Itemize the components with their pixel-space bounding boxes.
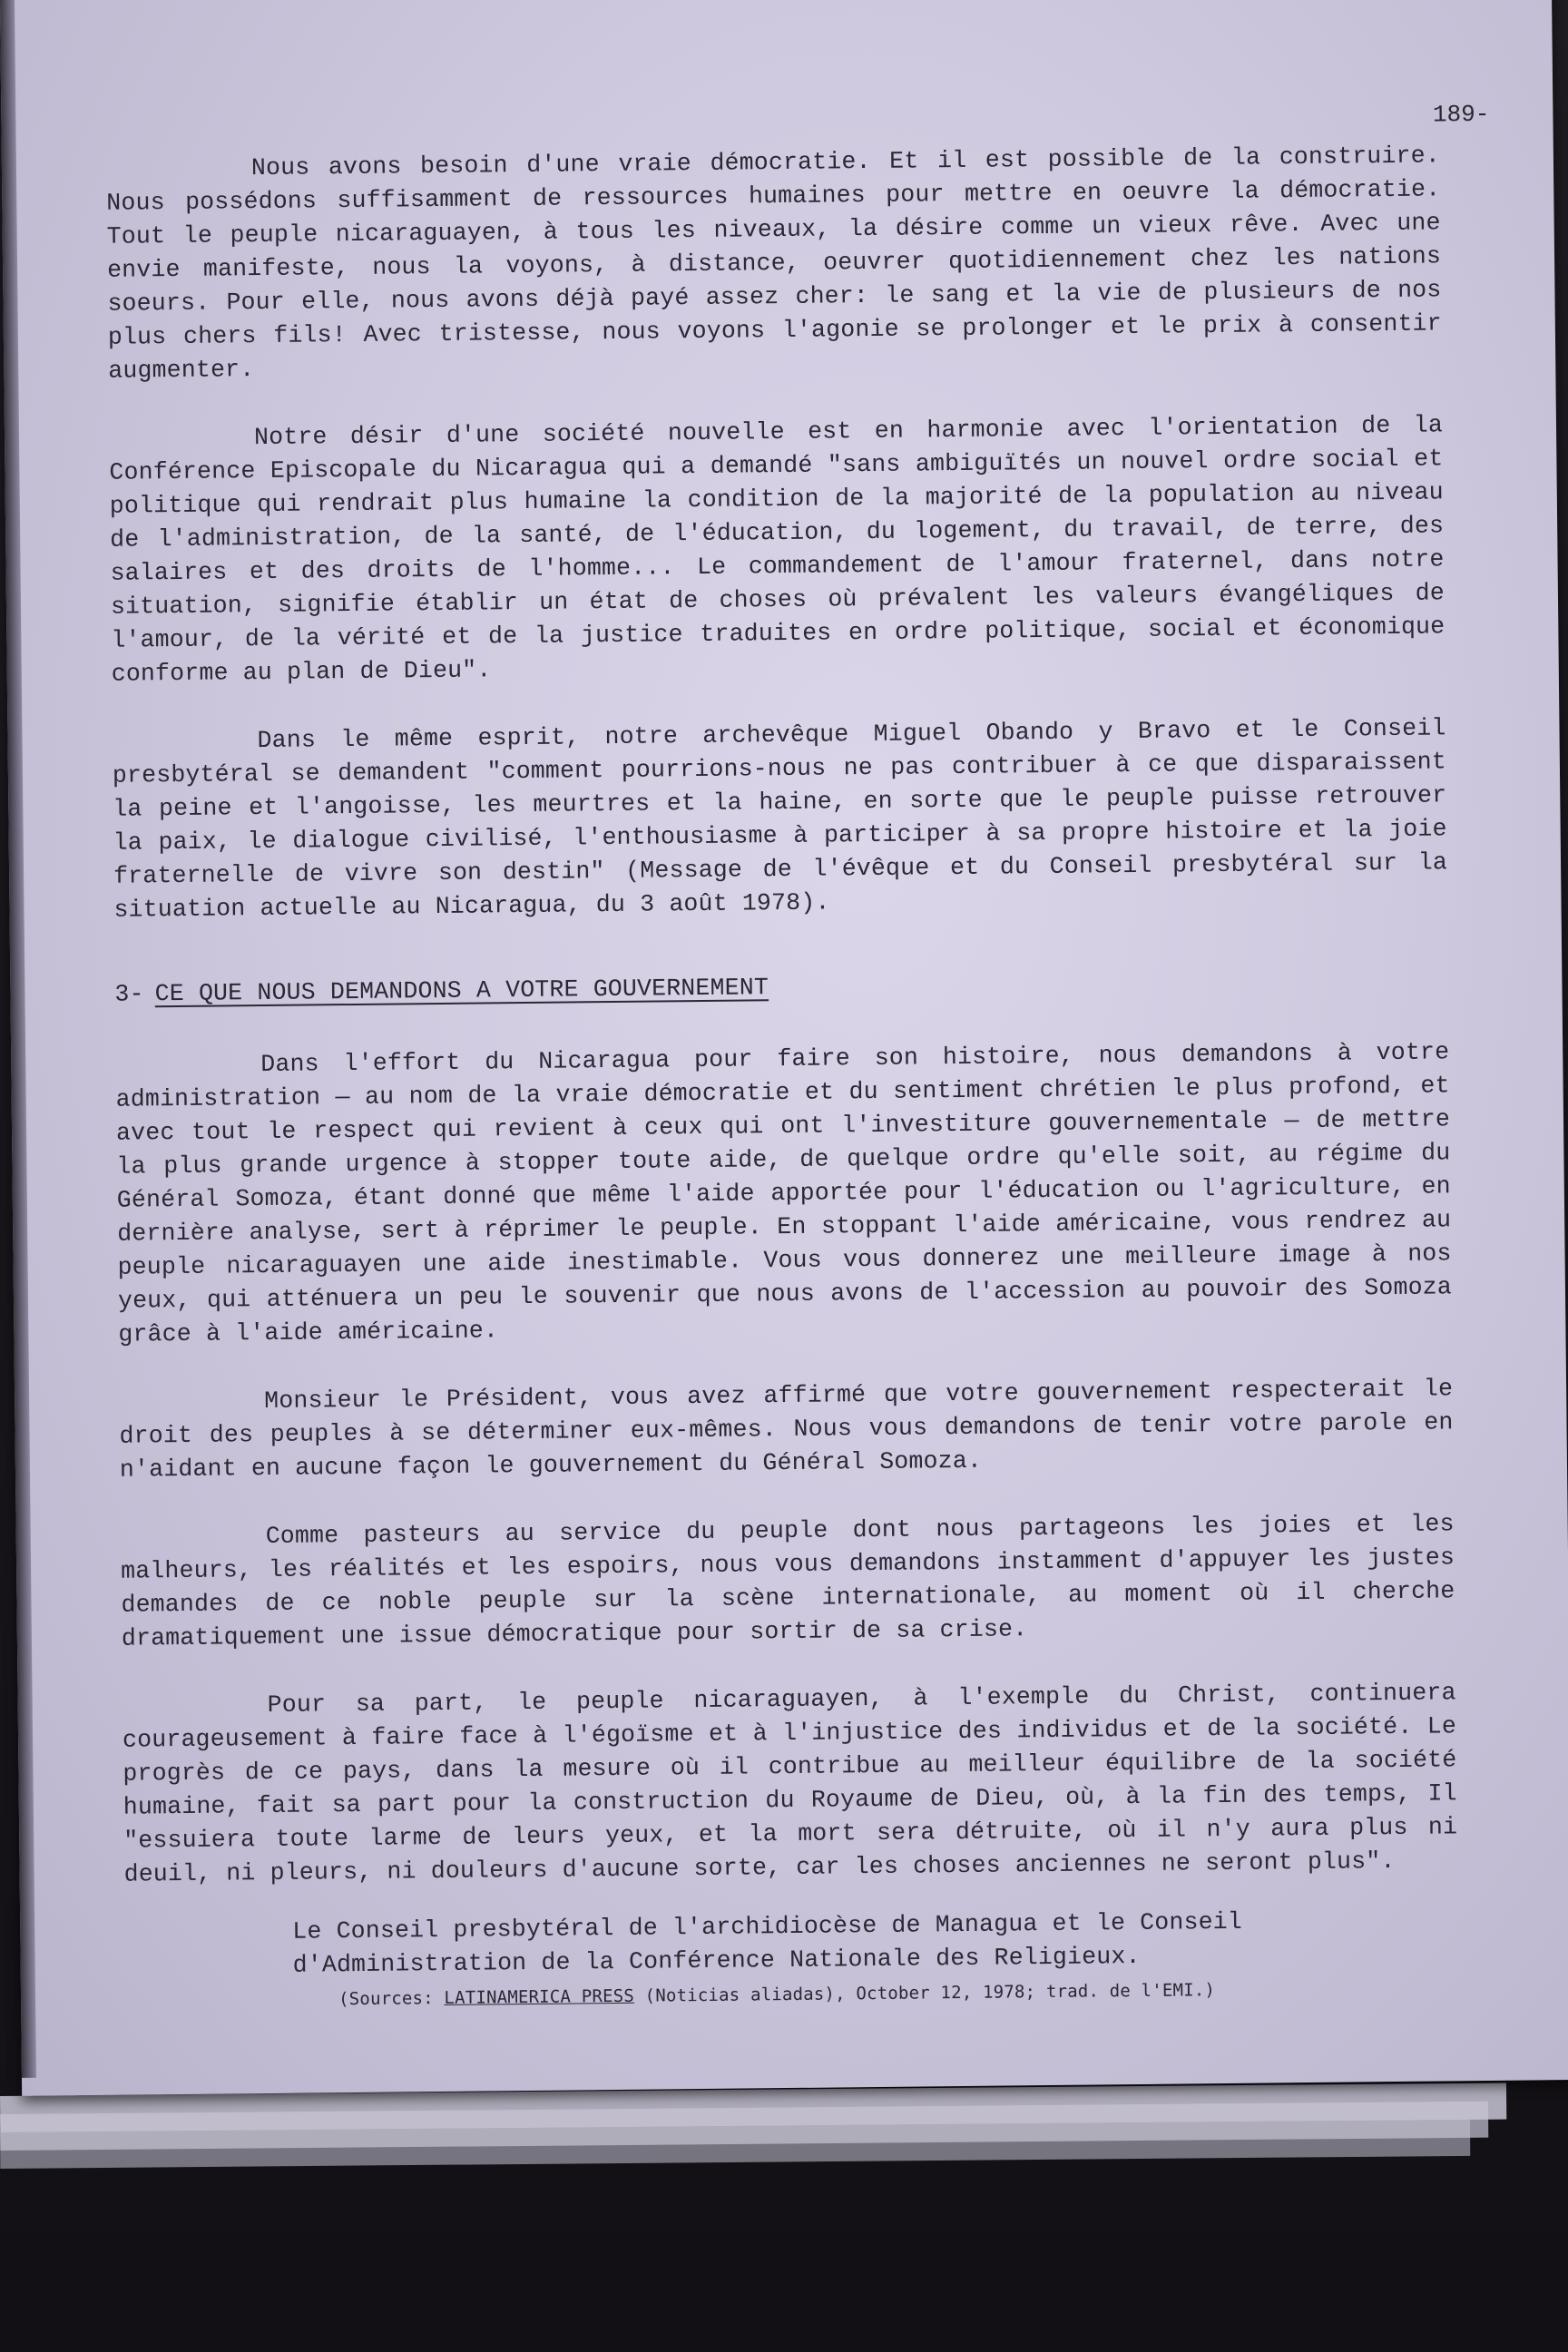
page-number: 189- [1432,100,1490,129]
sources-suffix: (Noticias aliadas), October 12, 1978; trad. de l'EMI.) [633,1980,1216,2006]
sources-note [338,1975,1459,2011]
section-paragraph-4: Pour sa part, le peuple nicaraguayen, à l'exemple du Christ, continuera courageusement à faire face à l'égoïsme et à l'injustice des individus et de la société. Le progrès de ce pays, dans la mesure où il contribue au meilleur équilibre de la société humaine, fait sa part pour la construction du Royaume de Dieu, où, à la fin des temps, Il "essuiera toute larme de leurs yeux, et la mort sera détruite, où il n'y aura plus ni deuil, ni pleurs, ni douleurs d'aucune sorte, car les choses anciennes ne seront plus". [122,1679,1458,1888]
section-heading [114,964,1448,1011]
sources-press: LATINAMERICA PRESS [444,1985,635,2008]
paragraph-1: Nous avons besoin d'une vraie démocratie. Et il est possible de la construire. Nous possédons suffisamment de ressources humaines pour mettre en oeuvre la démocratie. Tout le peuple nicaraguayen, à tous les niveaux, la désire comme un vieux rêve. Avec une envie manifeste, nous la voyons, à distance, oeuvrer quotidiennement chez les nations soeurs. Pour elle, nous avons déjà payé assez cher: le sang et la vie de plusieurs de nos plus chers fils! Avec tristesse, nous voyons l'agonie se prolonger et le prix à consentir augmenter. [106,142,1442,385]
signature: Le Conseil presbytéral de l'archidiocèse de Managua et le Conseil d'Administration de la Conférence Nationale des Religieux. [292,1907,1243,1979]
paragraph-2: Notre désir d'une société nouvelle est en harmonie avec l'orientation de la Conférence Episcopale du Nicaragua qui a demandé "sans ambiguïtés un nouvel ordre social et politique qui rendrait plus humaine la condition de la majorité de la population au niveau de l'administration, de la santé, de l'éducation, du logement, du travail, de terre, des salaires et des droits de l'homme... Le commandement de l'amour fraternel, dans notre situation, signifie établir un état de choses où prévalent les valeurs évangéliques de l'amour, de la vérité et de la justice traduites en ordre politique, social et économique conforme au plan de Dieu". [109,411,1446,688]
section-paragraph-3: Comme pasteurs au service du peuple dont nous partageons les joies et les malheurs, les réalités et les espoirs, nous vous demandons instamment d'appuyer les justes demandes de ce noble peuple sur la scène internationale, au moment où il cherche dramatiquement une issue démocratique pour sortir de sa crise. [120,1510,1455,1652]
sources-prefix: (Sources: [338,1987,445,2010]
section-number: 3- [114,980,144,1008]
section-paragraph-2: Monsieur le Président, vous avez affirmé que votre gouvernement respecterait le droit des peuples à se déterminer eux-mêmes. Nous vous demandons de tenir votre parole en n'aidant en aucune façon le gouvernement du Général Somoza. [119,1375,1454,1484]
section-paragraph-1: Dans l'effort du Nicaragua pour faire son histoire, nous demandons à votre administration — au nom de la vraie démocratie et du sentiment chrétien le plus profond, et avec tout le respect qui revient à ceux qui ont l'investiture gouvernementale — de mettre la plus grande urgence à stopper toute aide, de quelque ordre qu'elle soit, au régime du Général Somoza, étant donné que même l'aide apportée pour l'éducation ou l'agriculture, en dernière analyse, sert à réprimer le peuple. En stoppant l'aide américaine, vous rendrez au peuple nicaraguayen une aide inestimable. Vous vous donnerez une meilleure image à nos yeux, qui atténuera un peu le souvenir que nous avons de l'accession au pouvoir des Somoza grâce à l'aide américaine. [115,1038,1453,1348]
paragraph-3: Dans le même esprit, notre archevêque Miguel Obando y Bravo et le Conseil presbytéral se demandent "comment pourrions-nous ne pas contribuer à ce que disparaissent la peine et l'angoisse, les meurtres et la haine, en sorte que le peuple puisse retrouver la paix, le dialogue civilisé, l'enthousiasme à participer à sa propre histoire et la joie fraternelle de vivre son destin" (Message de l'évêque et du Conseil presbytéral sur la situation actuelle au Nicaragua, du 3 août 1978). [112,714,1448,924]
section-title: CE QUE NOUS DEMANDONS A VOTRE GOUVERNEMENT [154,974,769,1008]
page-body [106,139,1459,2013]
